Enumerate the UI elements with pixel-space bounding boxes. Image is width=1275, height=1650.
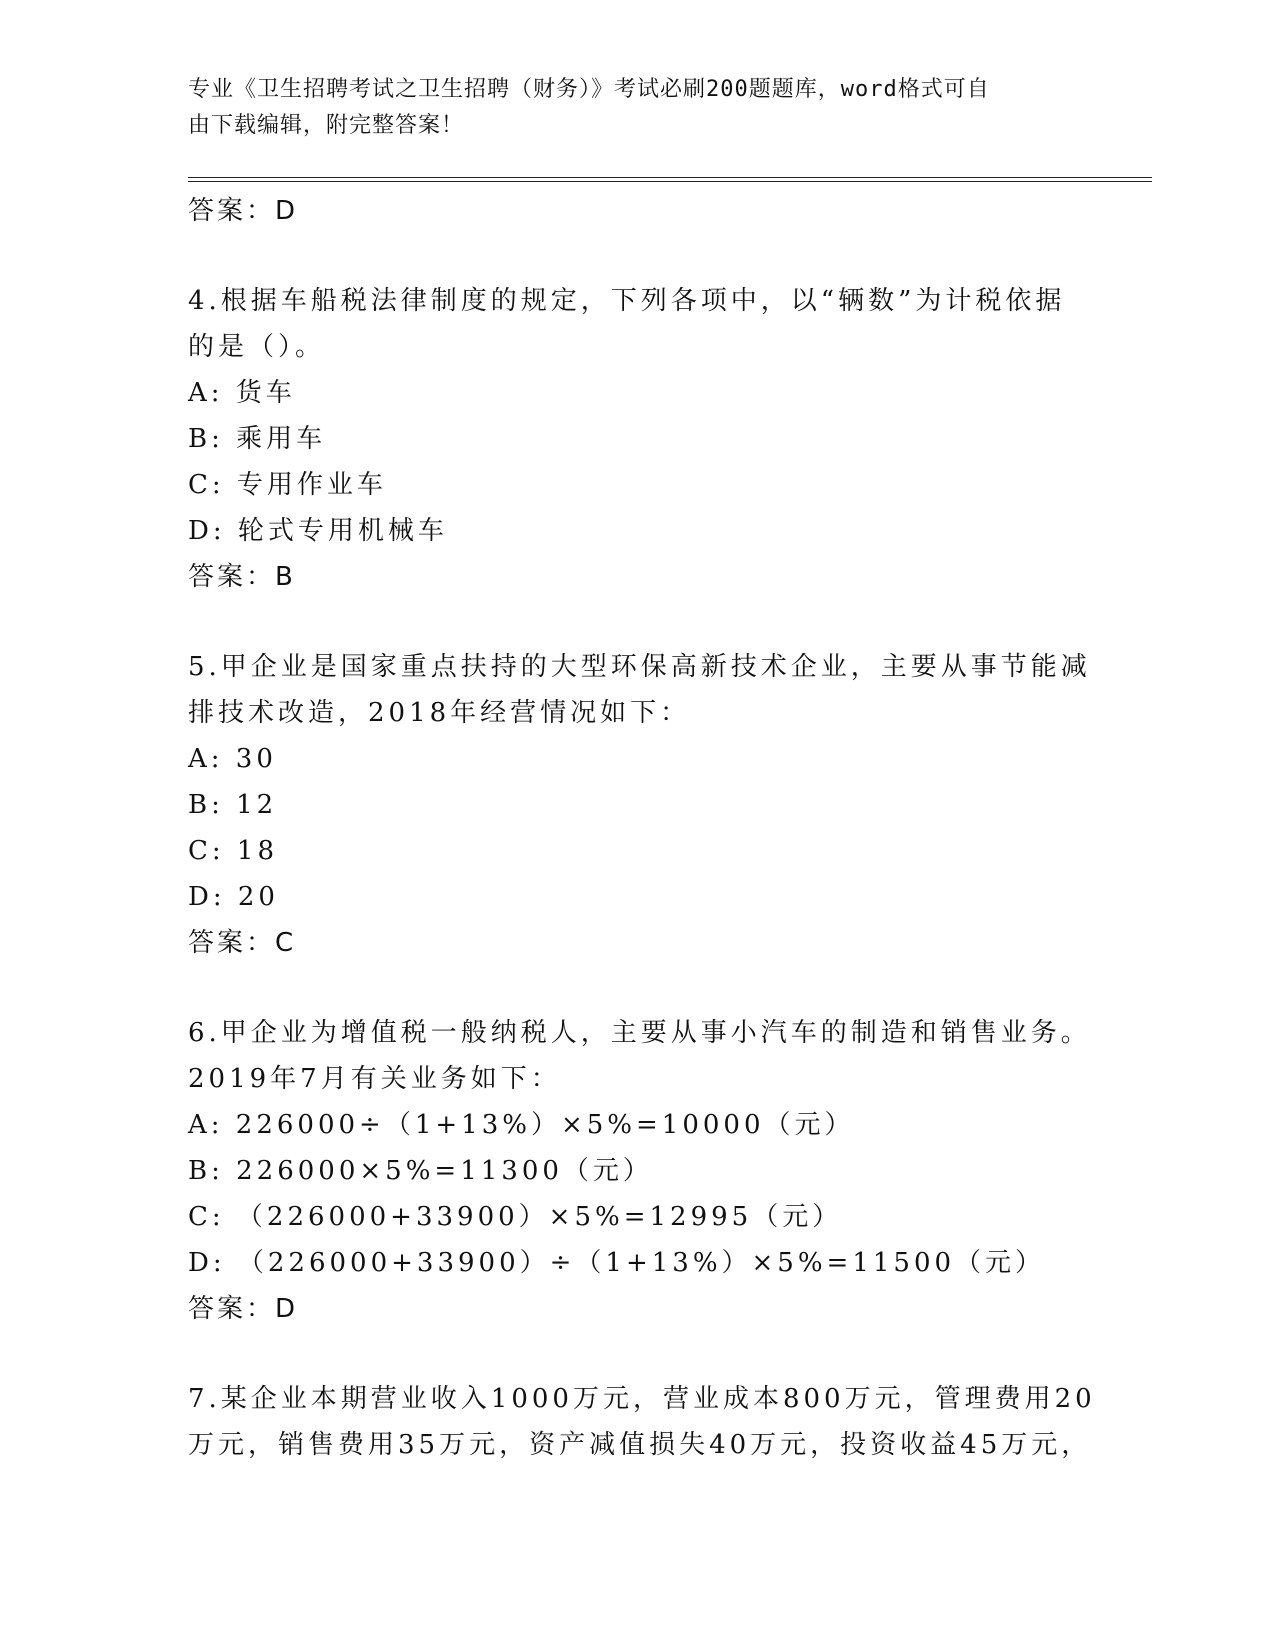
option-a: A: 30 bbox=[188, 744, 277, 774]
question-5 bbox=[188, 644, 1091, 966]
document-header bbox=[188, 72, 1068, 144]
document-body bbox=[188, 188, 1096, 1468]
question-stem-line: 的是（）。 bbox=[188, 332, 326, 362]
option-c: C: （226000+33900）×5%=12995（元） bbox=[188, 1202, 843, 1232]
question-stem-line: 4.根据车船税法律制度的规定，下列各项中，以“辆数”为计税依据 bbox=[188, 286, 1066, 316]
option-d: D: 轮式专用机械车 bbox=[188, 516, 448, 546]
option-b: B: 226000×5%=11300（元） bbox=[188, 1156, 653, 1186]
answer-line: 答案：D bbox=[188, 1294, 299, 1324]
header-divider-top bbox=[188, 177, 1152, 178]
header-line-2: 由下载编辑，附完整答案！ bbox=[188, 113, 465, 138]
option-c: C: 专用作业车 bbox=[188, 470, 387, 500]
option-c: C: 18 bbox=[188, 836, 279, 866]
spacer bbox=[188, 966, 1088, 1010]
option-a: A: 货车 bbox=[188, 378, 296, 408]
option-a: A: 226000÷（1+13%）×5%=10000（元） bbox=[188, 1110, 855, 1140]
spacer bbox=[188, 1332, 1088, 1376]
option-b: B: 乘用车 bbox=[188, 424, 327, 454]
question-stem-line: 2019年7月有关业务如下： bbox=[188, 1064, 561, 1094]
option-d: D: （226000+33900）÷（1+13%）×5%=11500（元） bbox=[188, 1248, 1046, 1278]
question-stem-line: 排技术改造，2018年经营情况如下： bbox=[188, 698, 691, 728]
spacer bbox=[188, 600, 1088, 644]
question-7 bbox=[188, 1376, 1096, 1468]
question-stem-line: 6.甲企业为增值税一般纳税人，主要从事小汽车的制造和销售业务。 bbox=[188, 1018, 1091, 1048]
option-d: D: 20 bbox=[188, 882, 279, 912]
question-stem-line: 7.某企业本期营业收入1000万元，营业成本800万元，管理费用20 bbox=[188, 1384, 1096, 1414]
header-divider-bottom bbox=[188, 181, 1152, 182]
option-b: B: 12 bbox=[188, 790, 278, 820]
answer-line: 答案：D bbox=[188, 196, 299, 226]
answer-line: 答案：B bbox=[188, 562, 296, 592]
question-6 bbox=[188, 1010, 1091, 1332]
question-4 bbox=[188, 278, 1088, 600]
answer-line: 答案：C bbox=[188, 928, 297, 958]
header-line-1: 专业《卫生招聘考试之卫生招聘（财务）》考试必刷200题题库，word格式可自 bbox=[188, 77, 990, 102]
spacer bbox=[188, 234, 1088, 278]
question-stem-line: 5.甲企业是国家重点扶持的大型环保高新技术企业，主要从事节能减 bbox=[188, 652, 1091, 682]
question-stem-line: 万元，销售费用35万元，资产减值损失40万元，投资收益45万元， bbox=[188, 1430, 1092, 1460]
